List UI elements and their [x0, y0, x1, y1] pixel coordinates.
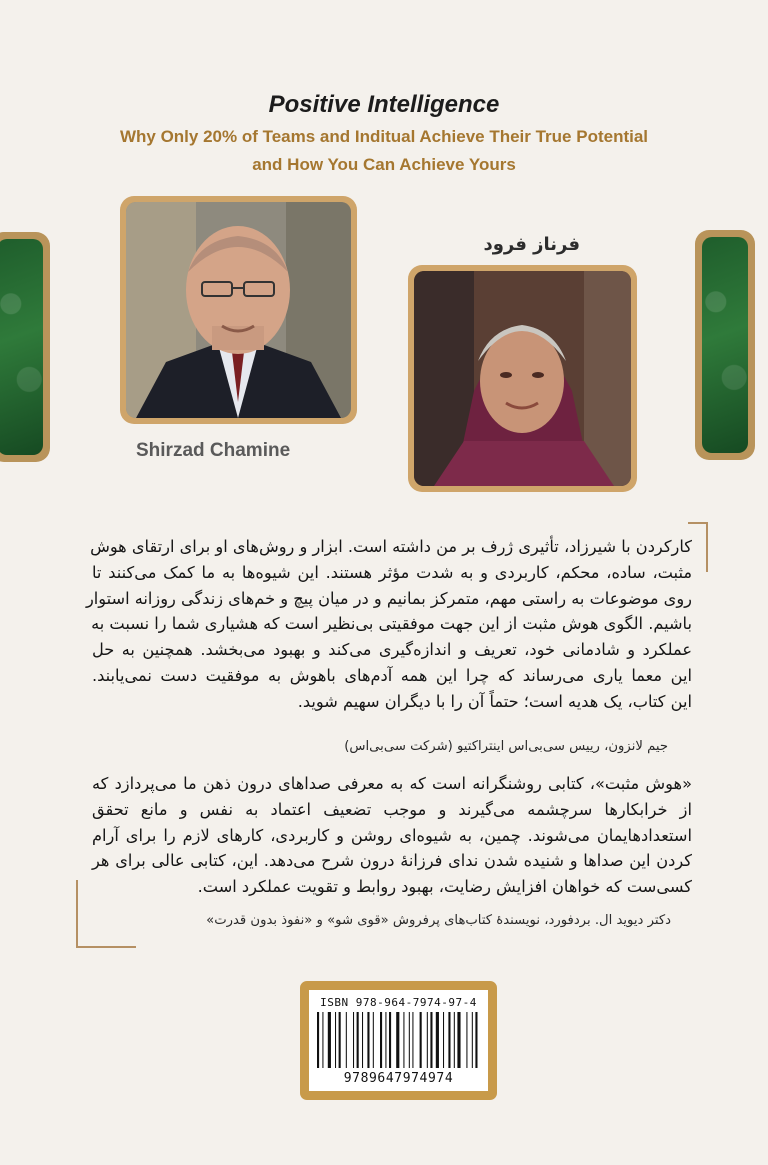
- endorsement-line: باشیم. الگوی هوش مثبت از این جهت موفقیتی بی‌نظیر است که هشیاری شما را نسبت به: [91, 614, 692, 634]
- isbn-text: ISBN 978-964-7974-97-4: [320, 996, 477, 1009]
- barcode-number: 9789647974974: [343, 1071, 454, 1086]
- translator-photo: [408, 265, 637, 492]
- author-photo: [120, 196, 357, 424]
- endorsement-line: استعدادهایمان می‌شوند. چمین، به شیوه‌ای روشن و کاربردی، کارهای لازم را برای آرام: [92, 825, 692, 845]
- endorsement-paragraph-1: [85, 534, 692, 715]
- barcode-bars: [317, 1012, 482, 1068]
- endorsement-line: از خرابکارها سرچشمه می‌گیرند و موجب تضعیف اعتماد به نفس و مانع تحقق: [92, 799, 692, 819]
- endorsement-line: کردن این صداها و شنیده شدن ندای فرزانهٔ درون شرح می‌دهد. این، کتابی عالی برای هر: [92, 851, 692, 871]
- right-decorative-tab: [695, 230, 755, 460]
- endorsement-attribution-2: دکتر دیوید ال. بردفورد، نویسندهٔ کتاب‌های پرفروش «قوی شو» و «نفوذ بدون قدرت»: [206, 913, 671, 928]
- endorsement-line: این معما یاری می‌رساند که چرا این همه آدم‌های باهوش به موفقیت دست نمی‌یابند.: [92, 665, 692, 685]
- endorsement-line: کارکردن با شیرزاد، تأثیری ژرف بر من داشته است. ابزار و روش‌های او برای ارتقای هوش: [90, 537, 692, 556]
- book-subtitle-line-1: Why Only 20% of Teams and Inditual Achieve Their True Potential: [119, 127, 649, 146]
- left-decorative-tab: [0, 232, 50, 462]
- endorsement-line: مثبت، ساده، محکم، کاربردی و به شدت مؤثر هستند. این شیوه‌ها به ما کمک می‌کنند تا: [92, 562, 692, 582]
- endorsement-paragraph-2: [92, 771, 692, 900]
- barcode-frame: [300, 981, 497, 1100]
- endorsement-line: این کتاب، یک هدیه است؛ حتماً آن را با دیگران سهیم شوید.: [297, 691, 692, 711]
- book-title: Positive Intelligence: [268, 91, 500, 118]
- endorsement-line: عملکرد و شادمانی خود، تعریف و اندازه‌گیری می‌کند و بهبود می‌بخشد. همچنین به حل: [92, 640, 692, 660]
- endorsement-attribution-1: جیم لانزون، رییس سی‌بی‌اس اینتراکتیو (شرکت سی‌بی‌اس): [344, 739, 668, 754]
- endorsement-line: «هوش مثبت»، کتابی روشنگرانه است که به معرفی صداهای درون ذهن ما می‌پردازد که: [92, 774, 692, 793]
- author-name: Shirzad Chamine: [136, 440, 291, 461]
- translator-name: فرناز فرود: [483, 234, 580, 255]
- book-subtitle-line-2: and How You Can Achieve Yours: [252, 155, 516, 174]
- endorsement-line: روی موضوعات به راستی مهم، متمرکز بمانیم و در میان پیچ و خم‌های زندگی روزانه استوار: [85, 588, 692, 608]
- endorsement-line: کسی‌ست که خواهان افزایش رضایت، بهبود روابط و تقویت عملکرد است.: [197, 877, 692, 897]
